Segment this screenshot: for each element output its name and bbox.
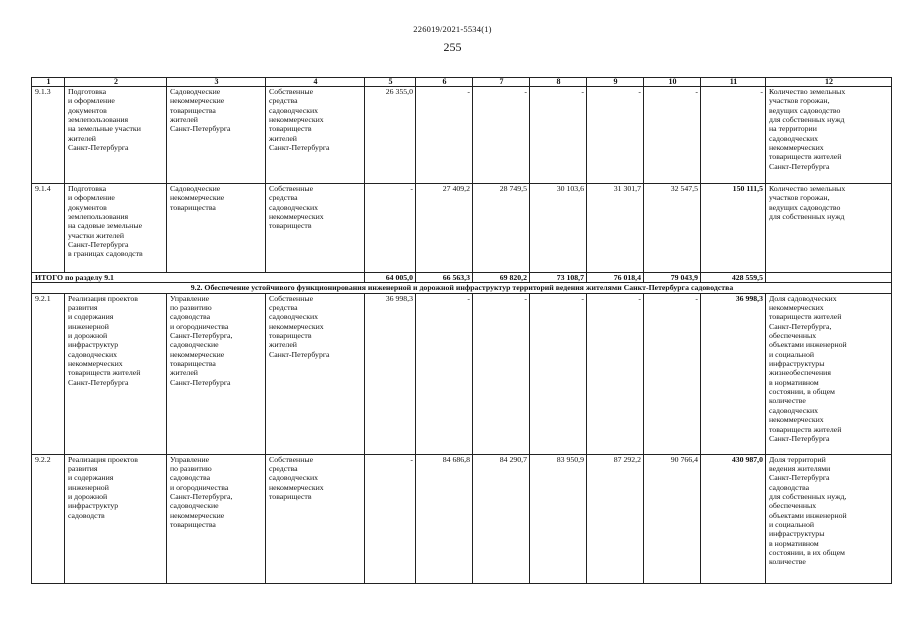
total-value-cell: 66 563,3 <box>416 273 473 283</box>
task-cell <box>65 293 167 454</box>
total-value-cell: 73 108,7 <box>530 273 587 283</box>
total-value-cell: 428 559,5 <box>701 273 766 283</box>
column-number: 2 <box>65 78 167 87</box>
source-text: Собственные средства садоводческих некоммерческих товариществ жителей Санкт-Петербурга <box>269 87 330 153</box>
task-cell <box>65 184 167 273</box>
value-cell: 90 766,4 <box>644 454 701 583</box>
column-number: 9 <box>587 78 644 87</box>
document-id: 226019/2021-5534(1) <box>413 24 492 34</box>
value-cell: 83 950,9 <box>530 454 587 583</box>
executor-cell <box>167 293 266 454</box>
row-code: 9.1.4 <box>32 184 65 273</box>
value-cell: - <box>473 293 530 454</box>
value-cell: - <box>644 87 701 184</box>
source-cell <box>266 454 365 583</box>
task-cell <box>65 454 167 583</box>
executor-text: Управление по развитию садоводства и огородничества Санкт-Петербурга, садоводческие некоммерческие товарищества жителей Санкт-Петербурга <box>170 293 233 387</box>
indicator-text: Доля садоводческих некоммерческих товариществ жителей Санкт-Петербурга, обеспеченных объектами инженерной и социальной инфраструктуры жизнеобеспечения в нормативном состоянии, в общем количестве садоводческих некоммерческих товариществ жителей Санкт-Петербурга <box>769 293 847 443</box>
indicator-text: Количество земельных участков горожан, ведущих садоводство для собственных нужд <box>769 184 846 222</box>
executor-text: Садоводческие некоммерческие товарищества <box>170 184 225 212</box>
value-cell: 27 409,2 <box>416 184 473 273</box>
indicator-cell <box>766 293 892 454</box>
empty-cell <box>766 273 892 283</box>
page-number: 255 <box>443 40 462 54</box>
column-number-row <box>32 78 892 87</box>
row-code: 9.2.1 <box>32 293 65 454</box>
source-text: Собственные средства садоводческих некоммерческих товариществ <box>269 454 324 502</box>
source-cell <box>266 87 365 184</box>
column-number: 7 <box>473 78 530 87</box>
source-cell <box>266 293 365 454</box>
total-value-cell: 64 005,0 <box>365 273 416 283</box>
value-cell: 28 749,5 <box>473 184 530 273</box>
executor-text: Управление по развитию садоводства и огородничества Санкт-Петербурга, садоводческие некоммерческие товарищества <box>170 454 233 530</box>
column-number: 12 <box>766 78 892 87</box>
row-code: 9.1.3 <box>32 87 65 184</box>
total-value-cell: 69 820,2 <box>473 273 530 283</box>
value-cell: 30 103,6 <box>530 184 587 273</box>
source-text: Собственные средства садоводческих некоммерческих товариществ <box>269 184 324 231</box>
value-cell: - <box>530 87 587 184</box>
value-cell: 84 686,8 <box>416 454 473 583</box>
executor-cell <box>167 87 266 184</box>
total-value-cell: - <box>701 87 766 184</box>
total-value-cell: 79 043,9 <box>644 273 701 283</box>
executor-cell <box>167 454 266 583</box>
table-row <box>32 87 892 184</box>
task-text: Реализация проектов развития и содержания инженерной и дорожной инфраструктур садоводческих некоммерческих товариществ жителей Санкт-Петербурга <box>68 293 141 387</box>
task-text: Подготовка и оформление документов землепользования на садовые земельные участки жителей Санкт-Петербурга в границах садоводств <box>68 184 143 259</box>
indicator-cell <box>766 87 892 184</box>
task-text: Подготовка и оформление документов землепользования на земельные участки жителей Санкт-Петербурга <box>68 87 141 153</box>
value-cell: - <box>365 184 416 273</box>
indicator-cell <box>766 184 892 273</box>
table-row <box>32 454 892 583</box>
value-cell: 84 290,7 <box>473 454 530 583</box>
column-number: 5 <box>365 78 416 87</box>
column-number: 10 <box>644 78 701 87</box>
column-number: 4 <box>266 78 365 87</box>
value-cell: 32 547,5 <box>644 184 701 273</box>
indicator-cell <box>766 454 892 583</box>
total-value-cell: 150 111,5 <box>701 184 766 273</box>
value-cell: - <box>587 87 644 184</box>
task-cell <box>65 87 167 184</box>
table-row <box>32 184 892 273</box>
section-heading-row <box>32 283 892 293</box>
source-cell <box>266 184 365 273</box>
indicator-text: Количество земельных участков горожан, ведущих садоводство для собственных нужд на территории садоводческих некоммерческих товариществ жителей Санкт-Петербурга <box>769 87 846 171</box>
section-total-row <box>32 273 892 283</box>
section-title: 9.2. Обеспечение устойчивого функционирования инженерной и дорожной инфраструктур территорий ведения жителями Санкт-Петербурга садоводства <box>32 283 892 293</box>
executor-cell <box>167 184 266 273</box>
total-value-cell: 76 018,4 <box>587 273 644 283</box>
total-value-cell: 430 987,0 <box>701 454 766 583</box>
column-number: 8 <box>530 78 587 87</box>
table-row <box>32 293 892 454</box>
value-cell: - <box>644 293 701 454</box>
value-cell: 31 301,7 <box>587 184 644 273</box>
row-code: 9.2.2 <box>32 454 65 583</box>
total-value-cell: 36 998,3 <box>701 293 766 454</box>
value-cell: - <box>416 293 473 454</box>
value-cell: - <box>416 87 473 184</box>
value-cell: - <box>530 293 587 454</box>
program-table <box>31 77 892 584</box>
column-number: 11 <box>701 78 766 87</box>
task-text: Реализация проектов развития и содержания инженерной и дорожной инфраструктур садоводств <box>68 454 138 520</box>
total-label: ИТОГО по разделу 9.1 <box>32 273 365 283</box>
value-cell: 26 355,0 <box>365 87 416 184</box>
executor-text: Садоводческие некоммерческие товарищества жителей Санкт-Петербурга <box>170 87 231 134</box>
column-number: 3 <box>167 78 266 87</box>
value-cell: 36 998,3 <box>365 293 416 454</box>
value-cell: - <box>365 454 416 583</box>
source-text: Собственные средства садоводческих некоммерческих товариществ жителей Санкт-Петербурга <box>269 293 330 359</box>
column-number: 6 <box>416 78 473 87</box>
value-cell: - <box>473 87 530 184</box>
indicator-text: Доля территорий ведения жителями Санкт-Петербурга садоводства для собственных нужд, обеспеченных объектами инженерной и социальной инфраструктуры в нормативном состоянии, в их общем количестве <box>769 454 847 567</box>
column-number: 1 <box>32 78 65 87</box>
value-cell: 87 292,2 <box>587 454 644 583</box>
value-cell: - <box>587 293 644 454</box>
